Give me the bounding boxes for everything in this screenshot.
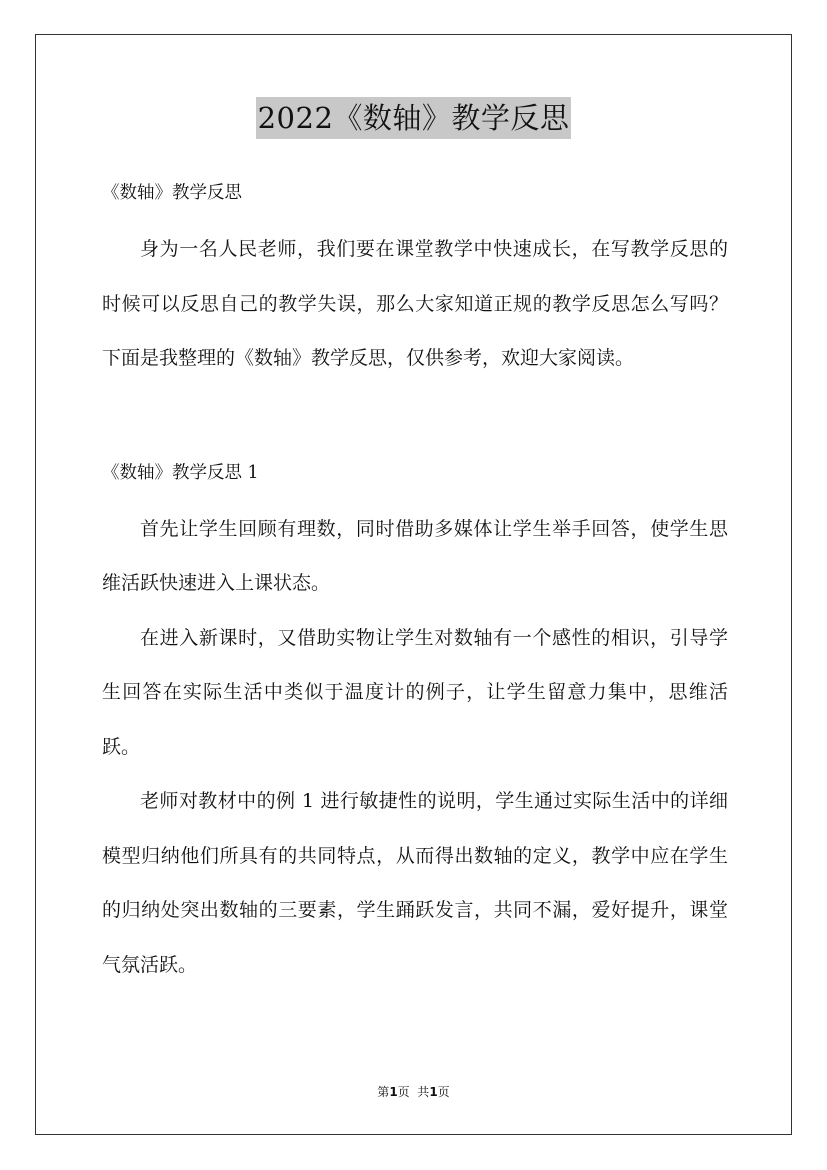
section-paragraph: 老师对教材中的例 1 进行敏捷性的说明，学生通过实际生活中的详细模型归纳他们所具有的共同特点，从而得出数轴的定义，教学中应在学生的归纳处突出数轴的三要素，学生踊跃发言，共同不漏，爱好提升，课堂气氛活跃。 <box>102 790 728 976</box>
page-footer <box>0 1082 827 1102</box>
footer-page-current: 1 <box>389 1085 398 1099</box>
document-title: 2022《数轴》教学反思 <box>256 97 572 139</box>
spacer <box>102 386 728 444</box>
footer-page-suffix: 页 <box>437 1085 450 1099</box>
footer-page-prefix: 第 <box>377 1085 390 1099</box>
title-container <box>0 97 827 139</box>
subtitle-heading: 《数轴》教学反思 <box>102 183 242 203</box>
footer-page-total: 1 <box>429 1085 438 1099</box>
section-paragraph: 在进入新课时，又借助实物让学生对数轴有一个感性的相识，引导学生回答在实际生活中类似于温度计的例子，让学生留意力集中，思维活跃。 <box>102 626 728 758</box>
intro-paragraph: 身为一名人民老师，我们要在课堂教学中快速成长，在写教学反思的时候可以反思自己的教学失误，那么大家知道正规的教学反思怎么写吗？下面是我整理的《数轴》教学反思，仅供参考，欢迎大家阅读。 <box>102 238 728 369</box>
section-paragraph: 首先让学生回顾有理数，同时借助多媒体让学生举手回答，使学生思维活跃快速进入上课状态。 <box>102 517 728 594</box>
document-body <box>102 164 728 992</box>
section-heading: 《数轴》教学反思 1 <box>102 462 259 483</box>
footer-page-mid: 页 共 <box>397 1085 430 1099</box>
